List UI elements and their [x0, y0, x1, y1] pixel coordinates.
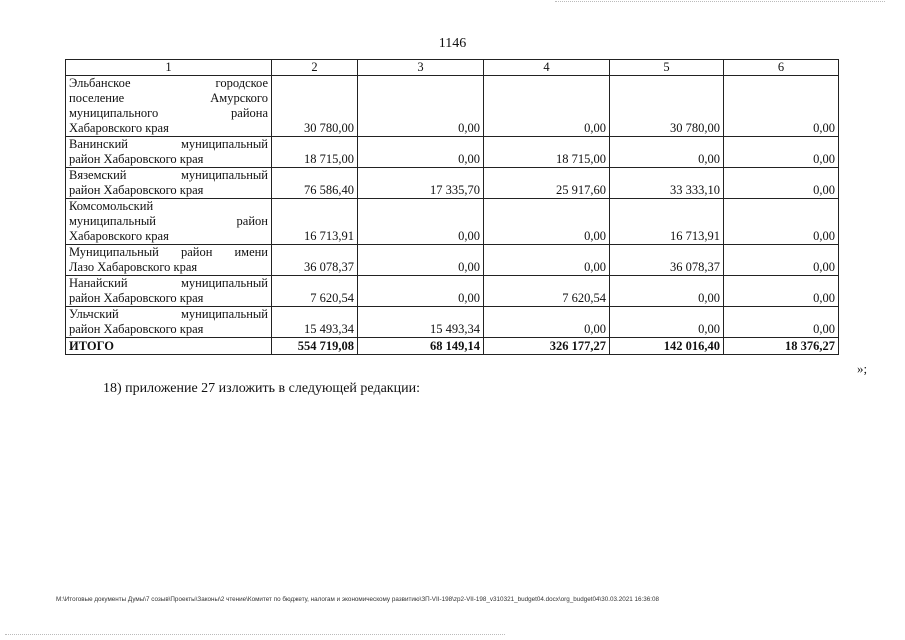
column-header: 5 [610, 60, 724, 76]
amount-cell: 76 586,40 [272, 168, 358, 199]
amount-cell: 0,00 [358, 199, 484, 245]
amount-cell: 0,00 [358, 276, 484, 307]
municipality-name-line: Ванинский муниципальный [69, 137, 268, 151]
total-value: 142 016,40 [610, 338, 724, 355]
amendment-paragraph: 18) приложение 27 изложить в следующей редакции: [103, 381, 420, 396]
municipality-name [66, 199, 272, 245]
total-value: 18 376,27 [724, 338, 839, 355]
municipality-name [66, 137, 272, 168]
amount-cell: 33 333,10 [610, 168, 724, 199]
table-row [66, 199, 839, 245]
amount-cell: 0,00 [724, 307, 839, 338]
amount-cell: 30 780,00 [272, 76, 358, 137]
header-row [66, 60, 839, 76]
municipality-name-line: Ульчский муниципальный [69, 307, 268, 321]
amount-cell: 25 917,60 [484, 168, 610, 199]
amount-cell: 0,00 [724, 245, 839, 276]
table-row [66, 76, 839, 137]
amount-cell: 0,00 [610, 276, 724, 307]
column-header: 6 [724, 60, 839, 76]
municipality-name-line: муниципального района [69, 106, 268, 120]
bottom-divider [5, 634, 505, 635]
amount-cell: 0,00 [724, 137, 839, 168]
municipality-name-line: район Хабаровского края [69, 322, 204, 336]
amount-cell: 0,00 [358, 245, 484, 276]
amount-cell: 18 715,00 [484, 137, 610, 168]
municipality-name-line: Комсомольский [69, 199, 154, 213]
amount-cell: 7 620,54 [484, 276, 610, 307]
amount-cell: 0,00 [484, 307, 610, 338]
footer-file-path: M:\Итоговые документы Думы\7 созыв\Проекты\Законы\2 чтение\Комитет по бюджету, налогам и экономическому развитию\ЗП-VII-198\zp2-VII-198_v310321_budget04.docx\org_budget04\30.03.2021 16:36:08 [56, 596, 660, 603]
table-row [66, 168, 839, 199]
amount-cell: 0,00 [358, 76, 484, 137]
amount-cell: 15 493,34 [358, 307, 484, 338]
amount-cell: 15 493,34 [272, 307, 358, 338]
municipality-name-line: Хабаровского края [69, 229, 169, 243]
amount-cell: 16 713,91 [272, 199, 358, 245]
table-row [66, 245, 839, 276]
municipality-name [66, 168, 272, 199]
total-row [66, 338, 839, 355]
table-header [66, 60, 839, 76]
amount-cell: 0,00 [724, 168, 839, 199]
amount-cell: 0,00 [724, 76, 839, 137]
column-header: 3 [358, 60, 484, 76]
amount-cell: 0,00 [358, 137, 484, 168]
column-header: 1 [66, 60, 272, 76]
municipality-name-line: поселение Амурского [69, 91, 268, 105]
municipality-name-line: Муниципальный район имени [69, 245, 268, 259]
amount-cell: 7 620,54 [272, 276, 358, 307]
amount-cell: 0,00 [484, 76, 610, 137]
closing-quote: »; [857, 361, 868, 376]
table-row [66, 307, 839, 338]
total-value: 68 149,14 [358, 338, 484, 355]
budget-table [65, 59, 839, 355]
column-header: 2 [272, 60, 358, 76]
municipality-name-line: Лазо Хабаровского края [69, 260, 198, 274]
total-value: 326 177,27 [484, 338, 610, 355]
total-value: 554 719,08 [272, 338, 358, 355]
municipality-name-line: Хабаровского края [69, 121, 169, 135]
page-number: 1146 [438, 36, 467, 51]
municipality-name-line: район Хабаровского края [69, 152, 204, 166]
municipality-name-line: Нанайский муниципальный [69, 276, 268, 290]
municipality-name-line: муниципальный район [69, 214, 268, 228]
municipality-name-line: Эльбанское городское [69, 76, 268, 90]
municipality-name [66, 76, 272, 137]
municipality-name [66, 276, 272, 307]
table-row [66, 276, 839, 307]
municipality-name-line: район Хабаровского края [69, 291, 204, 305]
amount-cell: 18 715,00 [272, 137, 358, 168]
table-row [66, 137, 839, 168]
amount-cell: 0,00 [484, 199, 610, 245]
amount-cell: 16 713,91 [610, 199, 724, 245]
top-divider [555, 1, 885, 2]
amount-cell: 30 780,00 [610, 76, 724, 137]
total-label: ИТОГО [66, 338, 272, 355]
table-body [66, 76, 839, 338]
amount-cell: 36 078,37 [272, 245, 358, 276]
amount-cell: 0,00 [724, 199, 839, 245]
municipality-name-line: Вяземский муниципальный [69, 168, 268, 182]
column-header: 4 [484, 60, 610, 76]
amount-cell: 0,00 [610, 307, 724, 338]
amount-cell: 17 335,70 [358, 168, 484, 199]
amount-cell: 0,00 [484, 245, 610, 276]
municipality-name-line: район Хабаровского края [69, 183, 204, 197]
amount-cell: 0,00 [724, 276, 839, 307]
amount-cell: 36 078,37 [610, 245, 724, 276]
municipality-name [66, 245, 272, 276]
municipality-name [66, 307, 272, 338]
amount-cell: 0,00 [610, 137, 724, 168]
